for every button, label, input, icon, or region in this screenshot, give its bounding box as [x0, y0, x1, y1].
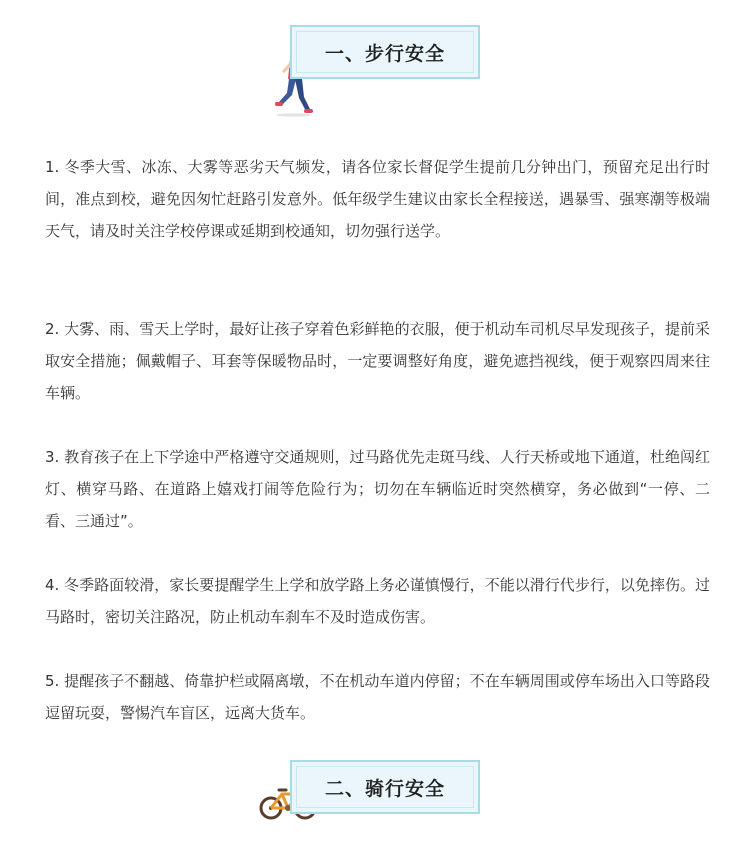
- paragraph-4: 4. 冬季路面较滑，家长要提醒学生上学和放学路上务必谨慎慢行，不能以滑行代步行，以免摔伤。过马路时，密切关注路况，防止机动车刹车不及时造成伤害。: [45, 576, 710, 626]
- paragraph-3: 3. 教育孩子在上下学途中严格遵守交通规则，过马路优先走斑马线、人行天桥或地下通道，杜绝闯红灯、横穿马路、在道路上嬉戏打闹等危险行为；切勿在车辆临近时突然横穿，务必做到“一停、二看、三通过”。: [45, 448, 710, 530]
- section-title-box: [290, 25, 480, 79]
- section-title: 一、步行安全: [324, 42, 445, 65]
- section-title-box: [290, 760, 480, 814]
- section-header-cycling: [0, 760, 755, 830]
- paragraph-5: 5. 提醒孩子不翻越、倚靠护栏或隔离墩，不在机动车道内停留；不在车辆周围或停车场出入口等路段逗留玩耍，警惕汽车盲区，远离大货车。: [45, 672, 710, 722]
- section-header-walking: [0, 25, 755, 105]
- paragraph-2: 2. 大雾、雨、雪天上学时，最好让孩子穿着色彩鲜艳的衣服，便于机动车司机尽早发现孩子，提前采取安全措施；佩戴帽子、耳套等保暖物品时，一定要调整好角度，避免遮挡视线，便于观察四周来往车辆。: [45, 320, 710, 402]
- section-title: 二、骑行安全: [324, 777, 445, 800]
- paragraph-1: 1. 冬季大雪、冰冻、大雾等恶劣天气频发，请各位家长督促学生提前几分钟出门，预留充足出行时间，准点到校，避免因匆忙赶路引发意外。低年级学生建议由家长全程接送，遇暴雪、强寒潮等极端天气，请及时关注学校停课或延期到校通知，切勿强行送学。: [45, 158, 710, 240]
